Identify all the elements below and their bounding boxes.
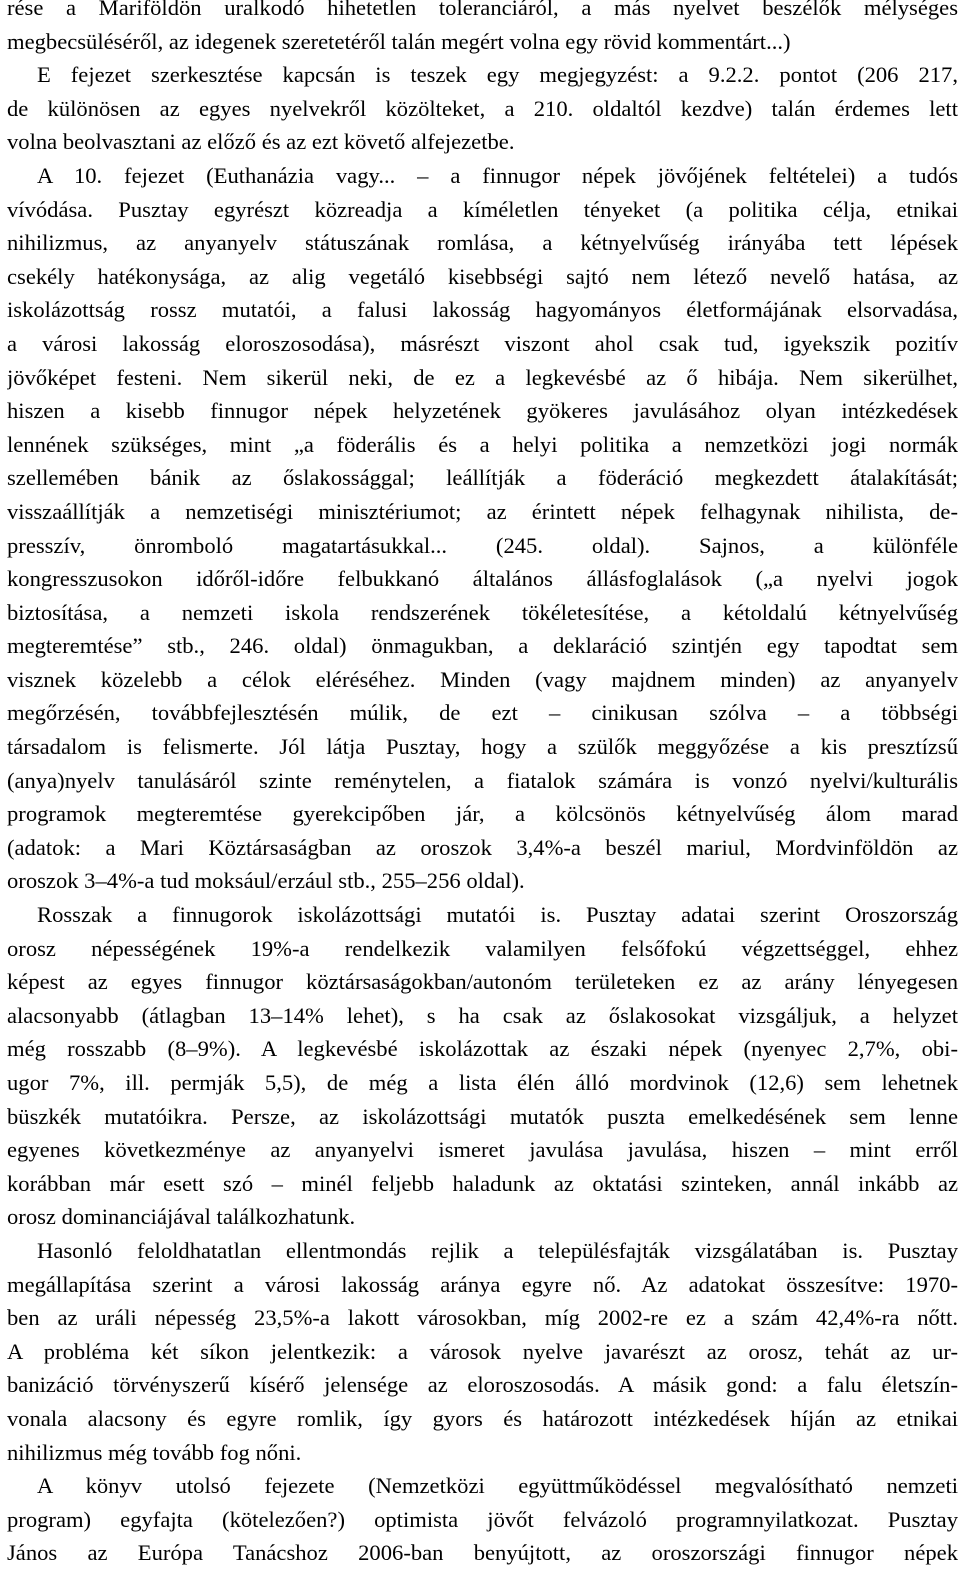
document-page — [7, 0, 958, 1570]
text-line: iskolázottság rossz mutatói, a falusi lakosság hagyományos életformájának elsorvadása, — [7, 297, 958, 323]
text-line: rése a Mariföldön uralkodó hihetetlen toleranciáról, a más nyelvet beszélők mélységes — [7, 0, 958, 20]
text-line: orosz dominanciájával találkozhatunk. — [7, 1204, 356, 1230]
text-line: nihilizmus, az anyanyelv státuszának romlása, a kétnyelvűség irányába tett lépések — [7, 230, 958, 256]
text-line: egyenes következménye az anyanyelvi ismeret javulása javulása, hiszen – mint erről — [7, 1137, 958, 1163]
text-line: megbecsüléséről, az idegenek szeretetéről talán megért volna egy rövid kommentárt...) — [7, 28, 791, 54]
text-line: A 10. fejezet (Euthanázia vagy... – a finnugor népek jövőjének feltételei) a tudós — [37, 162, 958, 188]
text-line: oroszok 3–4%-a tud moksául/erzául stb., 255–256 oldal). — [7, 868, 525, 894]
text-line: orosz népességének 19%-a rendelkezik valamilyen felsőfokú végzettséggel, ehhez — [7, 935, 958, 961]
text-line: lennének szükséges, mint „a föderális és a helyi politika a nemzetközi jogi normák — [7, 431, 958, 457]
text-line: hiszen a kisebb finnugor népek helyzetének gyökeres javulásához olyan intézkedések — [7, 398, 958, 424]
text-line: megállapítása szerint a városi lakosság aránya egyre nő. Az adatokat összesítve: 1970- — [7, 1271, 958, 1297]
text-line: banizáció törvényszerű kísérő jelensége az eloroszosodás. A másik gond: a falu életszín- — [7, 1372, 958, 1398]
text-line: nihilizmus még tovább fog nőni. — [7, 1439, 302, 1465]
text-line: megőrzésén, továbbfejlesztésén múlik, de ezt – cinikusan szólva – a többségi — [7, 700, 958, 726]
text-line: szellemében bánik az őslakossággal; leállítják a föderáció megkezdett átalakítását; — [7, 465, 958, 491]
text-line: A könyv utolsó fejezete (Nemzetközi együttműködéssel megvalósítható nemzeti — [37, 1473, 958, 1499]
text-line: presszív, önromboló magatartásukkal... (245. oldal). Sajnos, a különféle — [7, 532, 958, 558]
text-line: társadalom is felismerte. Jól látja Pusztay, hogy a szülők meggyőzése a kis presztízsű — [7, 734, 958, 760]
text-line: biztosítása, a nemzeti iskola rendszerének tökéletesítése, a kétoldalú kétnyelvűség — [7, 599, 958, 625]
text-line: vívódása. Pusztay egyrészt közreadja a kíméletlen tényeket (a politika célja, etnikai — [7, 196, 958, 222]
text-line: büszkék mutatóikra. Persze, az iskolázottsági mutatók puszta emelkedésének sem lenne — [7, 1103, 958, 1129]
text-line: (anya)nyelv tanulásáról szinte reménytelen, a fiatalok számára is vonzó nyelvi/kulturális — [7, 767, 958, 793]
text-line: Hasonló feloldhatatlan ellentmondás rejlik a településfajták vizsgálatában is. Pusztay — [37, 1237, 958, 1263]
text-line: E fejezet szerkesztése kapcsán is teszek egy megjegyzést: a 9.2.2. pontot (206 217, — [37, 62, 958, 88]
text-line: még rosszabb (8–9%). A legkevésbé iskolázottak az északi népek (nyenyec 2,7%, obi- — [7, 1036, 958, 1062]
text-line: jövőképet festeni. Nem sikerül neki, de ez a legkevésbé az ő hibája. Nem sikerülhet, — [7, 364, 958, 390]
text-line: alacsonyabb (átlagban 13–14% lehet), s ha csak az őslakosokat vizsgáljuk, a helyzet — [7, 1002, 958, 1028]
text-line: programok megteremtése gyerekcipőben jár, a kölcsönös kétnyelvűség álom marad — [7, 801, 958, 827]
text-line: a városi lakosság eloroszosodása), másrészt viszont ahol csak tud, igyekszik pozitív — [7, 330, 958, 356]
text-line: ugor 7%, ill. permják 5,5), de még a lista élén álló mordvinok (12,6) sem lehetnek — [7, 1070, 958, 1095]
text-line: kongresszusokon időről-időre felbukkanó általános állásfoglalások („a nyelvi jogok — [7, 566, 958, 592]
text-line: visznek közelebb a célok eléréséhez. Minden (vagy majdnem minden) az anyanyelv — [7, 666, 958, 692]
text-line: Rosszak a finnugorok iskolázottsági mutatói is. Pusztay adatai szerint Oroszország — [37, 902, 958, 928]
text-line: ben az uráli népesség 23,5%-a lakott városokban, míg 2002-re ez a szám 42,4%-ra nőtt. — [7, 1305, 958, 1331]
text-line: volna beolvasztani az előző és az ezt követő alfejezetbe. — [7, 129, 515, 155]
text-line: visszaállítják a nemzetiségi minisztériumot; az érintett népek felhagynak nihilista, de- — [7, 498, 958, 524]
text-line: János az Európa Tanácshoz 2006-ban benyújtott, az oroszországi finnugor népek — [7, 1540, 958, 1566]
text-line: képest az egyes finnugor köztársaságokban/autonóm területeken ez az arány lényegesen — [7, 969, 958, 995]
text-line: A probléma két síkon jelentkezik: a városok nyelve javarészt az orosz, tehát az ur- — [7, 1338, 958, 1364]
text-line: program) egyfajta (kötelezően?) optimista jövőt felvázoló programnyilatkozat. Pusztay — [7, 1506, 958, 1532]
text-line: csekély hatékonysága, az alig vegetáló kisebbségi sajtó nem létező nevelő hatása, az — [7, 263, 958, 289]
text-line: vonala alacsony és egyre romlik, így gyors és határozott intézkedések híján az etnikai — [7, 1405, 958, 1431]
text-line: korábban már esett szó – minél feljebb haladunk az oktatási szinteken, annál inkább az — [7, 1170, 958, 1196]
text-line: megteremtése” stb., 246. oldal) önmagukban, a deklaráció szintjén egy tapodtat sem — [7, 633, 958, 659]
text-line: de különösen az egyes nyelvekről közölteket, a 210. oldaltól kezdve) talán érdemes lett — [7, 95, 958, 121]
text-line: (adatok: a Mari Köztársaságban az oroszok 3,4%-a beszél mariul, Mordvinföldön az — [7, 834, 958, 860]
